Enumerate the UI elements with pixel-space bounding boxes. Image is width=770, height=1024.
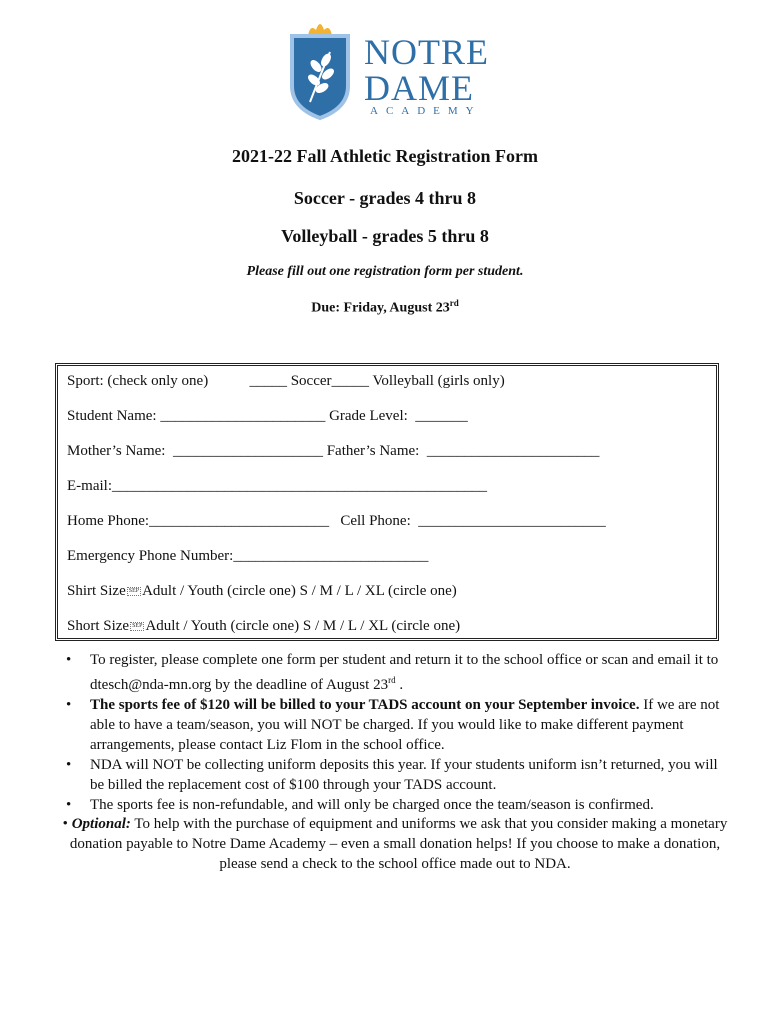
shirt-size-label: Shirt Size (67, 583, 126, 599)
notes-list (66, 650, 726, 815)
shirt-size-options: Adult / Youth (circle one) S / M / L / XL (circle one) (142, 583, 457, 599)
bullet-icon: • (66, 652, 72, 668)
bullet-icon: • (66, 697, 72, 713)
note-1-sup: rd (388, 675, 396, 685)
due-date (0, 298, 770, 317)
note-item (66, 695, 726, 755)
logo-line-1: NOTRE (364, 32, 489, 72)
note-2-bold: The sports fee of $120 will be billed to your TADS account on your September invoice. (90, 697, 640, 713)
email-field[interactable]: E-mail:__________________________________________________ (67, 478, 487, 494)
separator-glyph-icon: SEP (128, 588, 140, 595)
form-title: 2021-22 Fall Athletic Registration Form (232, 146, 538, 166)
bullet-icon: • (66, 757, 72, 773)
bullet-icon: • (66, 797, 72, 813)
soccer-grades: Soccer - grades 4 thru 8 (293, 188, 477, 208)
note-3-text: NDA will NOT be collecting uniform deposits this year. If your students uniform isn’t returned, you will be billed the replacement cost of $100 through your TADS account. (90, 757, 718, 793)
note-item (66, 795, 726, 815)
shirt-size-field[interactable] (67, 583, 457, 600)
phone-fields[interactable]: Home Phone:________________________ Cell Phone: _________________________ (67, 513, 606, 529)
separator-glyph-icon: SEP (132, 623, 143, 630)
instruction-text: Please fill out one registration form per student. (246, 264, 524, 279)
optional-text: To help with the purchase of equipment and uniforms we ask that you consider making a monetary donation payable to Notre Dame Academy – even a small donation helps! If you choose to make a donation, please send a check to the school office made out to NDA. (69, 816, 728, 872)
note-2-text: If we are not able to have a team/season, you will NOT be charged. If you would like to make different payment arrangements, please contact Liz Flom in the school office. (90, 697, 720, 753)
short-size-label: Short Size (67, 618, 130, 634)
note-1-end: . (395, 677, 404, 693)
due-date-text: Due: Friday, August 23 (311, 300, 450, 316)
note-item (66, 650, 726, 695)
due-date-suffix: rd (449, 298, 459, 308)
parent-names-field[interactable]: Mother’s Name: ____________________ Father’s Name: _______________________ (67, 443, 600, 459)
logo-line-3: ACADEMY (370, 105, 482, 117)
short-size-options: Adult / Youth (circle one) S / M / L / XL (circle one) (145, 618, 461, 634)
note-item (66, 755, 726, 795)
volleyball-grades: Volleyball - grades 5 thru 8 (281, 226, 489, 246)
bullet-icon: • (62, 816, 72, 832)
optional-label: Optional: (71, 816, 131, 832)
note-4-text: The sports fee is non-refundable, and will only be charged once the team/season is confirmed. (90, 797, 654, 813)
emergency-phone-field[interactable]: Emergency Phone Number:__________________________ (67, 548, 429, 564)
student-name-field[interactable]: Student Name: ______________________ Grade Level: _______ (67, 408, 468, 424)
sport-field[interactable]: Sport: (check only one) _____ Soccer_____ Volleyball (girls only) (67, 373, 505, 389)
optional-donation-note (60, 814, 730, 874)
logo-line-2: DAME (364, 68, 474, 108)
short-size-field[interactable] (67, 618, 460, 635)
note-1-text: To register, please complete one form per student and return it to the school office or scan and email it to dtesch@nda-mn.org by the deadline of August 23 (90, 652, 719, 693)
